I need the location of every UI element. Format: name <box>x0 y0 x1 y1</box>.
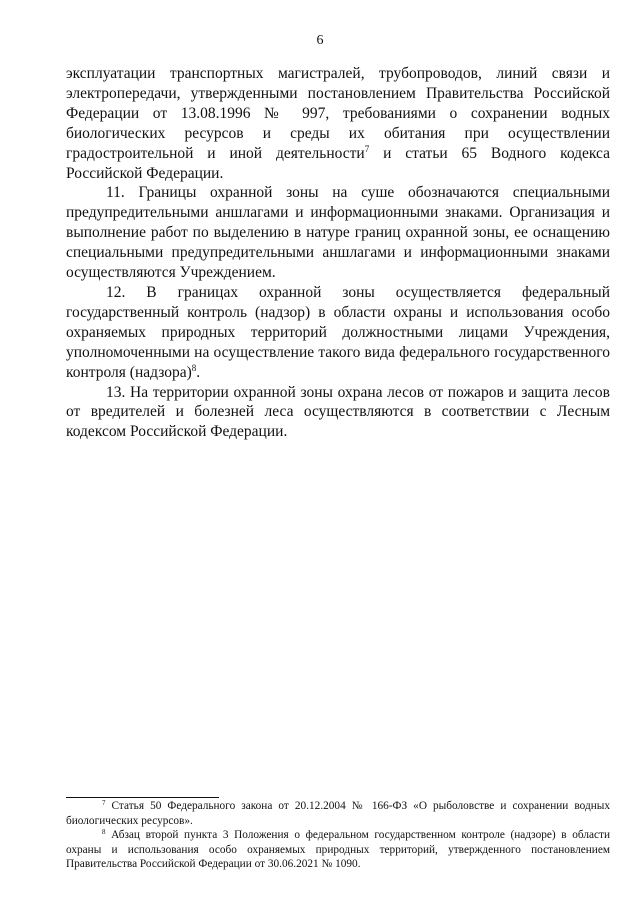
paragraph-12 <box>66 283 610 383</box>
footnote-ref-8[interactable]: 8 <box>191 362 197 373</box>
paragraph-text-tail: . <box>196 363 201 381</box>
footnote-separator <box>66 797 219 798</box>
paragraph-text: 12. В границах охранной зоны осуществляется федеральный государственный контроль (надзор) в области охраны и использования особо охраняемых природных территорий должностными лицами Учреждения, уполномоченными на осуществление такого вида федерального государственного контроля (надзора) <box>66 283 610 381</box>
footnote-7 <box>66 799 610 828</box>
paragraph-text-tail: и статьи 65 Водного кодекса Российской Федерации. <box>66 144 610 182</box>
paragraph-11 <box>66 183 610 283</box>
paragraph-13 <box>66 383 610 443</box>
footnote-text: Статья 50 Федерального закона от 20.12.2004 № 166-ФЗ «О рыболовстве и сохранении водных биологических ресурсов». <box>66 800 610 827</box>
footnote-mark: 7 <box>102 799 106 807</box>
footnote-mark: 8 <box>102 828 106 836</box>
paragraph-text: эксплуатации транспортных магистралей, трубопроводов, линий связи и электропередачи, утвержденными постановлением Правительства Российской Федерации от 13.08.1996 № 997, требованиями о сохранении водных биологических ресурсов и среды их обитания при осуществлении градостроительной и иной деятельности <box>66 65 610 162</box>
page-number: 6 <box>316 33 324 48</box>
paragraph-continuation <box>66 64 610 183</box>
document-body <box>66 64 610 442</box>
footnote-text: Абзац второй пункта 3 Положения о федеральном государственном контроле (надзоре) в области охраны и использования особо охраняемых природных территорий, утвержденного постановлением Правительства Российской Федерации от 30.06.2021 № 1090. <box>66 829 610 870</box>
footnote-8 <box>66 828 610 872</box>
paragraph-text: 11. Границы охранной зоны на суше обозначаются специальными предупредительными аншлагами и информационными знаками. Организация и выполнение работ по выделению в натуре границ охранной зоны, ее оснащению специальными предупредительными аншлагами и информационными знаками осуществляются Учреждением. <box>66 184 610 282</box>
footnote-ref-7[interactable]: 7 <box>364 143 370 154</box>
footnotes <box>66 799 610 872</box>
paragraph-text: 13. На территории охранной зоны охрана лесов от пожаров и защита лесов от вредителей и болезней леса осуществляются в соответствии с Лесным кодексом Российской Федерации. <box>66 383 610 441</box>
